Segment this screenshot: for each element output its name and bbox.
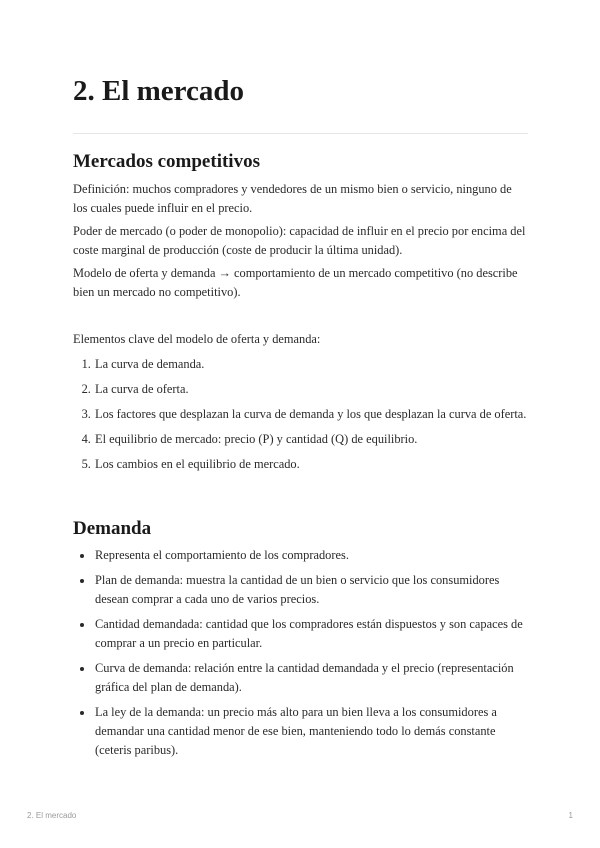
paragraph-modelo: Modelo de oferta y demanda → comportamiento de un mercado competitivo (no describe bien un mercado no competitivo). — [73, 266, 518, 299]
section-demanda — [73, 517, 528, 766]
section-heading: Mercados competitivos — [73, 151, 260, 172]
list-item: • Cantidad demandada: cantidad que los compradores están dispuestos y son capaces de comprar a un precio en particular. — [94, 615, 528, 653]
list-item: • Plan de demanda: muestra la cantidad de un bien o servicio que los consumidores desean comprar a cada uno de varios precios. — [94, 571, 528, 609]
footer-title: 2. El mercado — [27, 811, 77, 820]
footer-page-number: 1 — [568, 811, 573, 820]
title-divider — [73, 133, 528, 134]
list-item: • Curva de demanda: relación entre la cantidad demandada y el precio (representación gráfica del plan de demanda). — [94, 659, 528, 697]
paragraph-poder-de-mercado: Poder de mercado (o poder de monopolio): capacidad de influir en el precio por encima del coste marginal de producción (coste de producir la última unidad). — [73, 224, 526, 257]
elements-list — [73, 355, 528, 474]
list-item: • Representa el comportamiento de los compradores. — [94, 546, 528, 565]
page-title: 2. El mercado — [73, 75, 245, 107]
section-heading: Demanda — [73, 518, 152, 539]
paragraph-definicion: Definición: muchos compradores y vendedores de un mismo bien o servicio, ninguno de los cuales puede influir en el precio. — [73, 182, 512, 215]
list-item: 5. Los cambios en el equilibrio de mercado. — [94, 455, 528, 474]
list-item: 2. La curva de oferta. — [94, 380, 528, 399]
list-item: 4. El equilibrio de mercado: precio (P) y cantidad (Q) de equilibrio. — [94, 430, 528, 449]
list-item: 3. Los factores que desplazan la curva de demanda y los que desplazan la curva de oferta. — [94, 405, 528, 424]
demanda-bullet-list — [73, 546, 528, 760]
section-mercados-competitivos — [73, 150, 528, 306]
section-elementos-clave — [73, 330, 528, 480]
list-item: 1. La curva de demanda. — [94, 355, 528, 374]
elements-intro: Elementos clave del modelo de oferta y demanda: — [73, 332, 321, 346]
list-item: • La ley de la demanda: un precio más alto para un bien lleva a los consumidores a demandar una cantidad menor de ese bien, manteniendo todo lo demás constante (ceteris paribus). — [94, 703, 528, 760]
